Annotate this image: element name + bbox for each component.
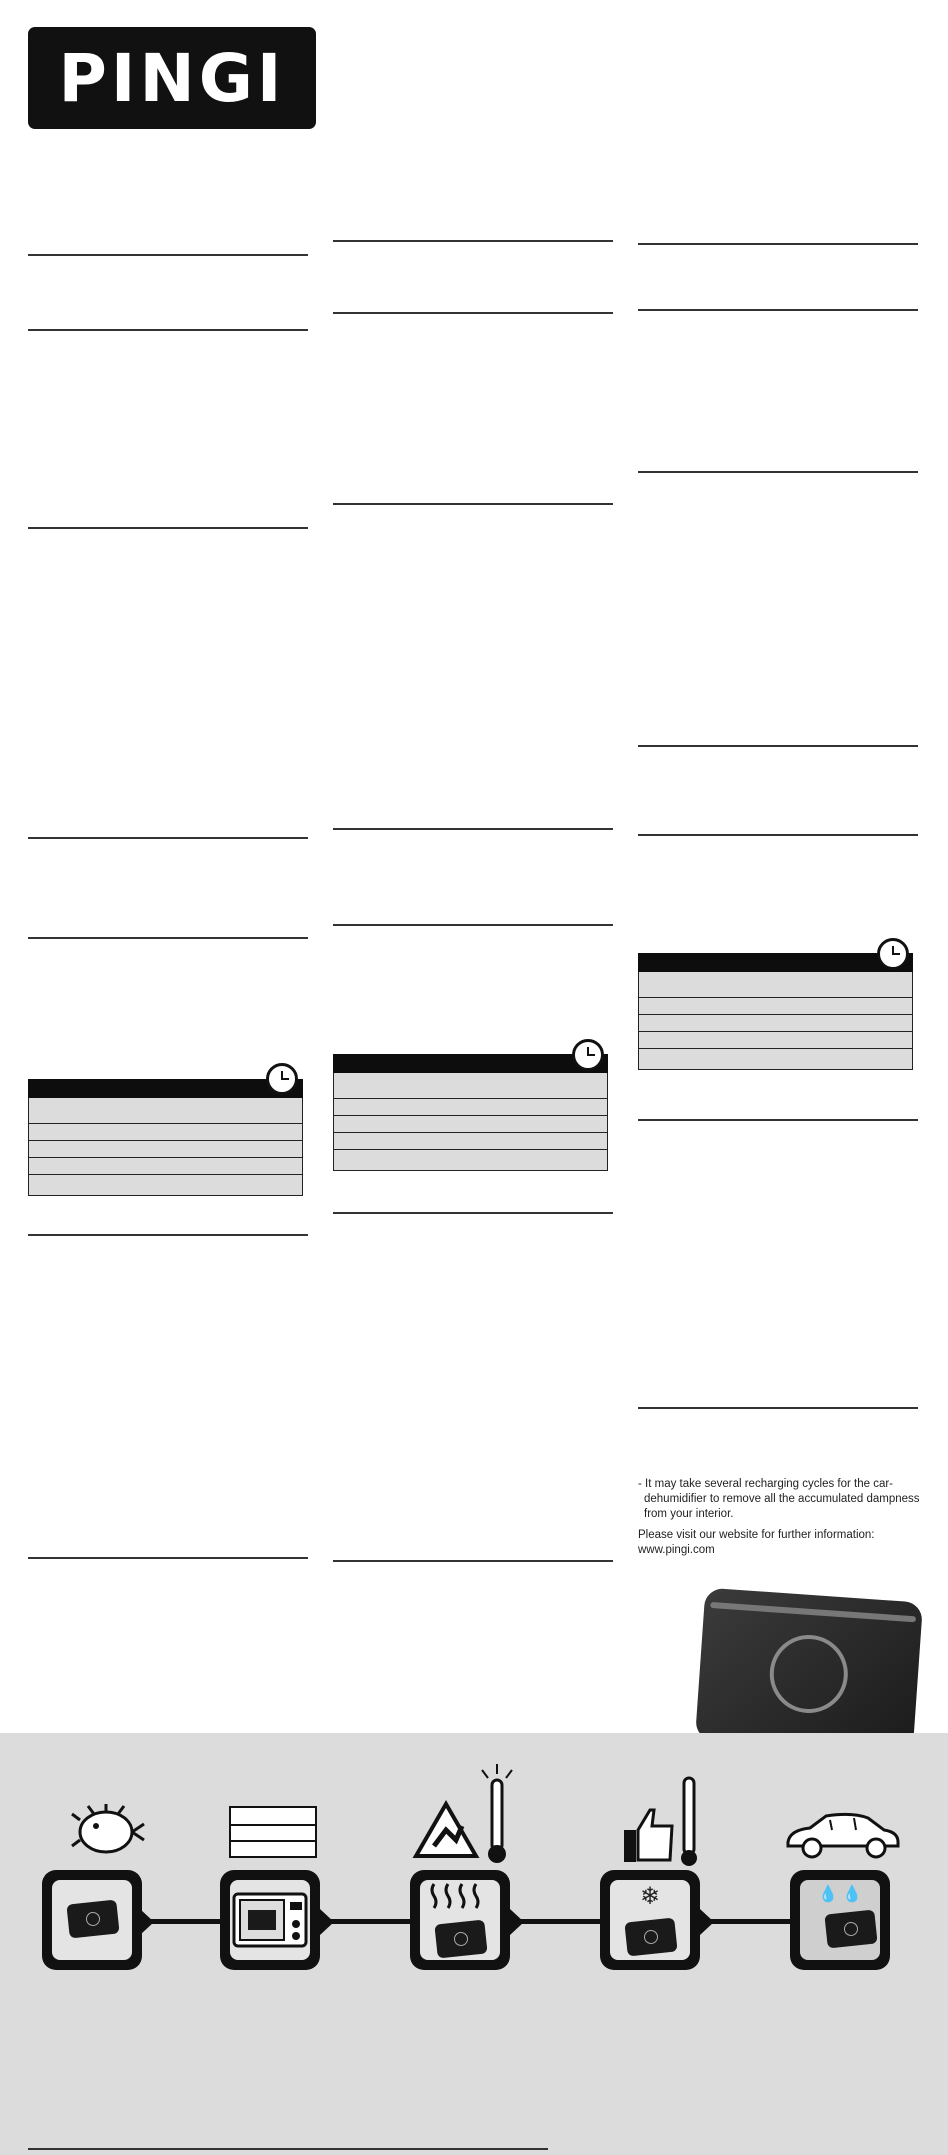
- bag-stripe: [710, 1602, 916, 1622]
- table-row: [28, 1158, 303, 1175]
- clock-icon: [266, 1063, 298, 1095]
- section-divider: [333, 828, 613, 830]
- section-divider: [333, 1212, 613, 1214]
- step-4-cool: [600, 1870, 700, 1970]
- section-divider: [28, 937, 308, 939]
- heat-waves-icon: [420, 1880, 500, 1916]
- section-divider: [28, 527, 308, 529]
- bag-badge: [767, 1632, 850, 1715]
- section-divider: [28, 837, 308, 839]
- charging-time-table: [638, 953, 913, 1073]
- table-row: [28, 1124, 303, 1141]
- section-divider: [28, 254, 308, 256]
- table-row: [333, 1099, 608, 1116]
- website-note: [638, 1528, 938, 1558]
- product-bag-image: [695, 1588, 923, 1755]
- section-divider: [638, 1119, 918, 1121]
- step-1-pouch: [42, 1870, 142, 1970]
- section-divider: [638, 243, 918, 245]
- section-divider: [638, 745, 918, 747]
- table-row: [333, 1150, 608, 1171]
- table-row: [638, 972, 913, 998]
- section-divider: [638, 1407, 918, 1409]
- snowflake-icon: ❄: [640, 1883, 661, 1910]
- section-divider: [28, 329, 308, 331]
- section-divider: [28, 1234, 308, 1236]
- pouch-icon: [824, 1909, 877, 1948]
- hot-warning-icon: [412, 1760, 522, 1870]
- section-divider: [638, 309, 918, 311]
- pufferfish-icon: [66, 1800, 146, 1860]
- label-box-icon: [228, 1805, 318, 1859]
- step-arrow: [320, 1909, 334, 1935]
- section-divider: [333, 1560, 613, 1562]
- pouch-icon: [66, 1899, 119, 1938]
- table-row: [333, 1133, 608, 1150]
- table-header: [28, 1079, 303, 1098]
- charging-time-table: [28, 1079, 303, 1199]
- table-row: [638, 1032, 913, 1049]
- step-5-car-placement: [790, 1870, 890, 1970]
- table-row: [638, 1049, 913, 1070]
- visit-line: Please visit our website for further information:: [638, 1529, 875, 1541]
- step-panel: [230, 1880, 310, 1960]
- step-panel: [420, 1880, 500, 1960]
- bottom-rule: [28, 2148, 548, 2150]
- table-header: [333, 1054, 608, 1073]
- table-header: [638, 953, 913, 972]
- step-panel: [800, 1880, 880, 1960]
- table-row: [28, 1141, 303, 1158]
- step-panel: [610, 1880, 690, 1960]
- step-2-microwave: [220, 1870, 320, 1970]
- clock-icon: [877, 938, 909, 970]
- table-row: [638, 1015, 913, 1032]
- thumbs-up-cool-icon: [616, 1770, 706, 1870]
- logo-text: PINGI: [58, 39, 286, 117]
- step-arrow: [700, 1909, 714, 1935]
- section-divider: [333, 924, 613, 926]
- section-divider: [333, 503, 613, 505]
- step-3-heat: [410, 1870, 510, 1970]
- microwave-icon: [230, 1880, 310, 1960]
- website-link[interactable]: www.pingi.com: [638, 1544, 715, 1556]
- section-divider: [638, 834, 918, 836]
- section-divider: [333, 240, 613, 242]
- clock-icon: [572, 1039, 604, 1071]
- charging-time-table: [333, 1054, 608, 1174]
- section-divider: [28, 1557, 308, 1559]
- note-line: from your interior.: [644, 1508, 734, 1520]
- drops-icon: 💧 💧: [818, 1886, 863, 1903]
- pouch-icon: [624, 1917, 677, 1956]
- brand-logo: [28, 27, 316, 129]
- table-row: [28, 1098, 303, 1124]
- note-line: - It may take several recharging cycles for the car-: [638, 1478, 894, 1490]
- section-divider: [638, 471, 918, 473]
- step-panel: [52, 1880, 132, 1960]
- table-row: [333, 1073, 608, 1099]
- table-row: [28, 1175, 303, 1196]
- section-divider: [333, 312, 613, 314]
- car-icon: [782, 1808, 902, 1860]
- table-row: [333, 1116, 608, 1133]
- recharge-note: [638, 1477, 938, 1522]
- step-arrow: [140, 1909, 154, 1935]
- table-row: [638, 998, 913, 1015]
- step-arrow: [510, 1909, 524, 1935]
- pouch-icon: [434, 1919, 487, 1958]
- note-line: dehumidifier to remove all the accumulated dampness: [644, 1493, 920, 1505]
